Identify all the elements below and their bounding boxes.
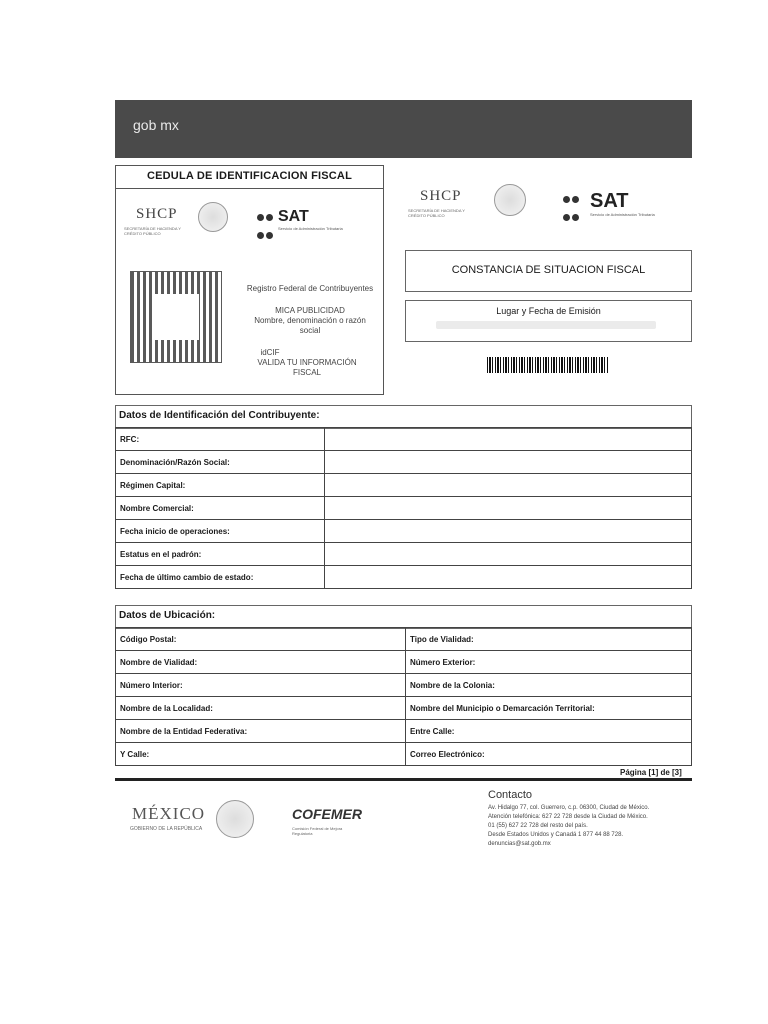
sat-logo-text: SAT xyxy=(278,208,309,225)
contribuyente-title: Datos de Identificación del Contribuyente: xyxy=(119,410,320,421)
sat-dots-icon-right xyxy=(562,190,586,226)
national-seal-icon xyxy=(198,202,228,232)
table-row xyxy=(116,697,692,720)
lugar-fecha-value-redacted xyxy=(436,321,656,329)
contact-line: 01 (55) 627 22 728 del resto del país. xyxy=(488,823,588,829)
row-label: Régimen Capital: xyxy=(116,474,325,497)
table-row xyxy=(116,566,692,589)
contact-email[interactable]: denuncias@sat.gob.mx xyxy=(488,841,551,847)
contribuyente-table xyxy=(115,427,692,589)
mexico-logo-text: MÉXICO xyxy=(132,804,206,823)
cell-right: Nombre de la Colonia: xyxy=(406,674,692,697)
national-seal-icon-right xyxy=(494,184,526,216)
idcif-label: idCIF xyxy=(260,348,280,357)
cedula-divider xyxy=(116,188,383,189)
row-value xyxy=(325,451,692,474)
cell-left: Nombre de Vialidad: xyxy=(116,651,406,674)
ubicacion-header xyxy=(115,605,692,629)
table-row xyxy=(116,720,692,743)
lugar-fecha-label: Lugar y Fecha de Emisión xyxy=(496,306,601,316)
cofemer-subtitle: Comisión Federal de Mejora Regulatoria xyxy=(292,826,343,836)
sat-subtitle: Servicio de Administración Tributaria xyxy=(278,226,343,231)
nombre-razon-social: Nombre, denominación o razón social xyxy=(254,316,366,335)
contact-line: Desde Estados Unidos y Canadá 1 877 44 88 728. xyxy=(488,832,624,838)
table-row xyxy=(116,497,692,520)
row-value xyxy=(325,543,692,566)
table-row xyxy=(116,743,692,766)
table-row xyxy=(116,520,692,543)
cell-left: Nombre de la Localidad: xyxy=(116,697,406,720)
valida-info: VALIDA TU INFORMACIÓN FISCAL xyxy=(257,358,357,377)
ubicacion-table xyxy=(115,627,692,766)
table-row xyxy=(116,674,692,697)
row-label: RFC: xyxy=(116,428,325,451)
qr-code-icon[interactable] xyxy=(130,271,222,363)
row-label: Fecha inicio de operaciones: xyxy=(116,520,325,543)
row-value xyxy=(325,566,692,589)
national-seal-icon-footer xyxy=(216,800,254,838)
cell-right: Correo Electrónico: xyxy=(406,743,692,766)
row-label: Nombre Comercial: xyxy=(116,497,325,520)
ubicacion-title: Datos de Ubicación: xyxy=(119,610,216,621)
row-value xyxy=(325,520,692,543)
contribuyente-header xyxy=(115,405,692,429)
rfc-caption: Registro Federal de Contribuyentes xyxy=(246,284,374,293)
cell-left: Número Interior: xyxy=(116,674,406,697)
shcp-logo-right: SHCP xyxy=(420,188,462,204)
contact-line: Av. Hidalgo 77, col. Guerrero, c.p. 06300, Ciudad de México. xyxy=(488,805,650,811)
table-row xyxy=(116,474,692,497)
table-row xyxy=(116,651,692,674)
mica-publicidad: MICA PUBLICIDAD xyxy=(275,306,345,315)
sat-dots-icon xyxy=(256,208,278,244)
cell-right: Número Exterior: xyxy=(406,651,692,674)
table-row xyxy=(116,628,692,651)
contacto-title: Contacto xyxy=(488,789,533,801)
gob-mx-logo: gob mx xyxy=(133,117,179,133)
table-row xyxy=(116,451,692,474)
row-value xyxy=(325,474,692,497)
gob-header-bar xyxy=(115,100,692,158)
constancia-title-box xyxy=(405,250,692,292)
sat-logo-right: SAT xyxy=(590,190,629,212)
shcp-subtitle-right: SECRETARÍA DE HACIENDA Y CRÉDITO PÚBLICO xyxy=(408,208,465,218)
shcp-subtitle: SECRETARÍA DE HACIENDA Y CRÉDITO PÚBLICO xyxy=(124,226,181,236)
cell-left: Código Postal: xyxy=(116,628,406,651)
footer-rule xyxy=(115,778,692,781)
constancia-title: CONSTANCIA DE SITUACION FISCAL xyxy=(451,264,646,276)
contact-info xyxy=(488,804,698,849)
page-number: Página [1] de [3] xyxy=(620,768,682,777)
row-value xyxy=(325,497,692,520)
table-row xyxy=(116,428,692,451)
row-label: Fecha de último cambio de estado: xyxy=(116,566,325,589)
cell-right: Entre Calle: xyxy=(406,720,692,743)
cell-left: Nombre de la Entidad Federativa: xyxy=(116,720,406,743)
cell-left: Y Calle: xyxy=(116,743,406,766)
row-label: Denominación/Razón Social: xyxy=(116,451,325,474)
table-row xyxy=(116,543,692,566)
sat-subtitle-right: Servicio de Administración Tributaria xyxy=(590,212,655,217)
row-value xyxy=(325,428,692,451)
contact-line: Atención telefónica: 627 22 728 desde la Ciudad de México. xyxy=(488,814,648,820)
row-label: Estatus en el padrón: xyxy=(116,543,325,566)
lugar-fecha-box xyxy=(405,300,692,342)
cell-right: Tipo de Vialidad: xyxy=(406,628,692,651)
barcode-icon xyxy=(487,357,609,373)
shcp-logo-text: SHCP xyxy=(136,206,178,222)
mexico-subtitle: GOBIERNO DE LA REPÚBLICA xyxy=(130,826,203,832)
cedula-title: CEDULA DE IDENTIFICACION FISCAL xyxy=(146,170,352,182)
cell-right: Nombre del Municipio o Demarcación Territorial: xyxy=(406,697,692,720)
cofemer-logo: COFEMER xyxy=(292,806,362,822)
